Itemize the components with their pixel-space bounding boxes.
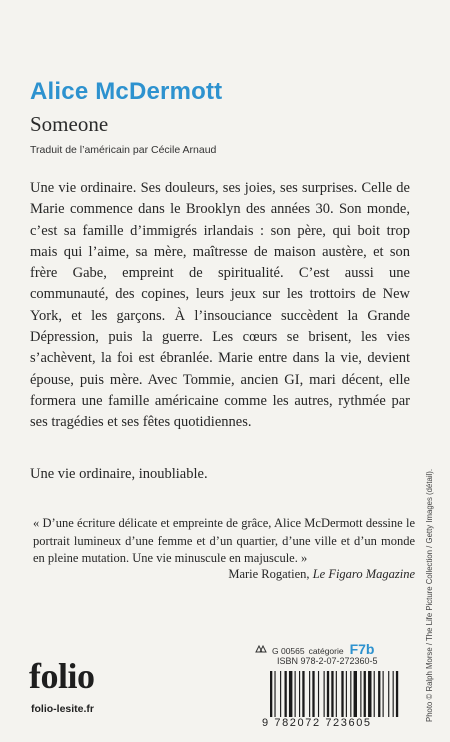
barcode-bar [341, 671, 343, 717]
barcode-bar [285, 671, 287, 717]
barcode-bar [299, 671, 300, 717]
barcode-bar [324, 671, 325, 717]
publisher-website: folio-lesite.fr [31, 703, 95, 715]
ean-number: 9 782072 723605 [262, 717, 372, 729]
barcode-bar [360, 671, 361, 717]
barcode-bar [302, 671, 304, 717]
barcode-bar [289, 671, 292, 717]
publisher-logo: folio [29, 656, 95, 696]
barcode-bar [312, 671, 314, 717]
barcode-bar [368, 671, 371, 717]
category-label: catégorie [308, 646, 344, 656]
barcode-bar [350, 671, 351, 717]
barcode-bar [383, 671, 384, 717]
barcode-bar [346, 671, 347, 717]
barcode-bar [280, 671, 281, 717]
barcode-bar [331, 671, 333, 717]
review-quote: « D’une écriture délicate et empreinte de grâce, Alice McDermott dessine le portrait lumineux d’une femme et d’un quartier, d’une ville et d’un monde en pleine mutation. Une vie minuscule en majuscule. » [33, 516, 415, 565]
barcode-bar [309, 671, 310, 717]
barcode-bar [393, 671, 394, 717]
author-name: Alice McDermott [30, 78, 223, 105]
translator-credit: Traduit de l’américain par Cécile Arnaud [30, 144, 217, 156]
barcode-bar [336, 671, 337, 717]
barcode-bar [295, 671, 296, 717]
barcode [270, 671, 414, 717]
barcode-bar [378, 671, 380, 717]
recycle-icon [254, 644, 268, 654]
barcode-bar [396, 671, 398, 717]
barcode-bar [270, 671, 272, 717]
barcode-bar [374, 671, 375, 717]
barcode-bar [318, 671, 319, 717]
critic-name: Marie Rogatien, [228, 567, 310, 581]
barcode-bar [327, 671, 329, 717]
isbn-number: ISBN 978-2-07-272360-5 [277, 656, 378, 666]
series-code: G 00565 [272, 646, 305, 656]
book-title: Someone [30, 112, 109, 136]
barcode-bar [274, 671, 275, 717]
blurb-tagline: Une vie ordinaire, inoubliable. [30, 466, 208, 482]
review-attribution [228, 567, 415, 582]
barcode-bar [364, 671, 366, 717]
blurb-paragraph: Une vie ordinaire. Ses douleurs, ses joies, ses surprises. Celle de Marie commence dans le Brooklyn des années 30. Son monde, c’est sa famille d’immigrés irlandais : son père, qui boit trop mais qui l’aime, sa mère, maîtresse de maison austère, et son frère Gabe, empreint de spiritualité. C’est aussi une communauté, des copines, leurs jeux sur les trottoirs de New York, et les garçons. À l’insouciance succèdent la Grande Dépression, puis la guerre. Les cœurs se brisent, les vies s’achèvent, la foi est ébranlée. Marie entre dans la vie, devient épouse, puis mère. Avec Tommie, ancien GI, mari décent, elle formera une famille américaine comme les autres, rythmée par ses tragédies et ses fêtes quotidiennes. [30, 180, 410, 431]
series-code-line [254, 641, 374, 657]
publication-name: Le Figaro Magazine [312, 567, 415, 581]
photo-credit: Photo © Ralph Morse / The Life Picture Collection / Getty Images (détail). [425, 468, 434, 722]
barcode-bar [354, 671, 357, 717]
barcode-bar [388, 671, 389, 717]
category-code: F7b [349, 641, 375, 657]
